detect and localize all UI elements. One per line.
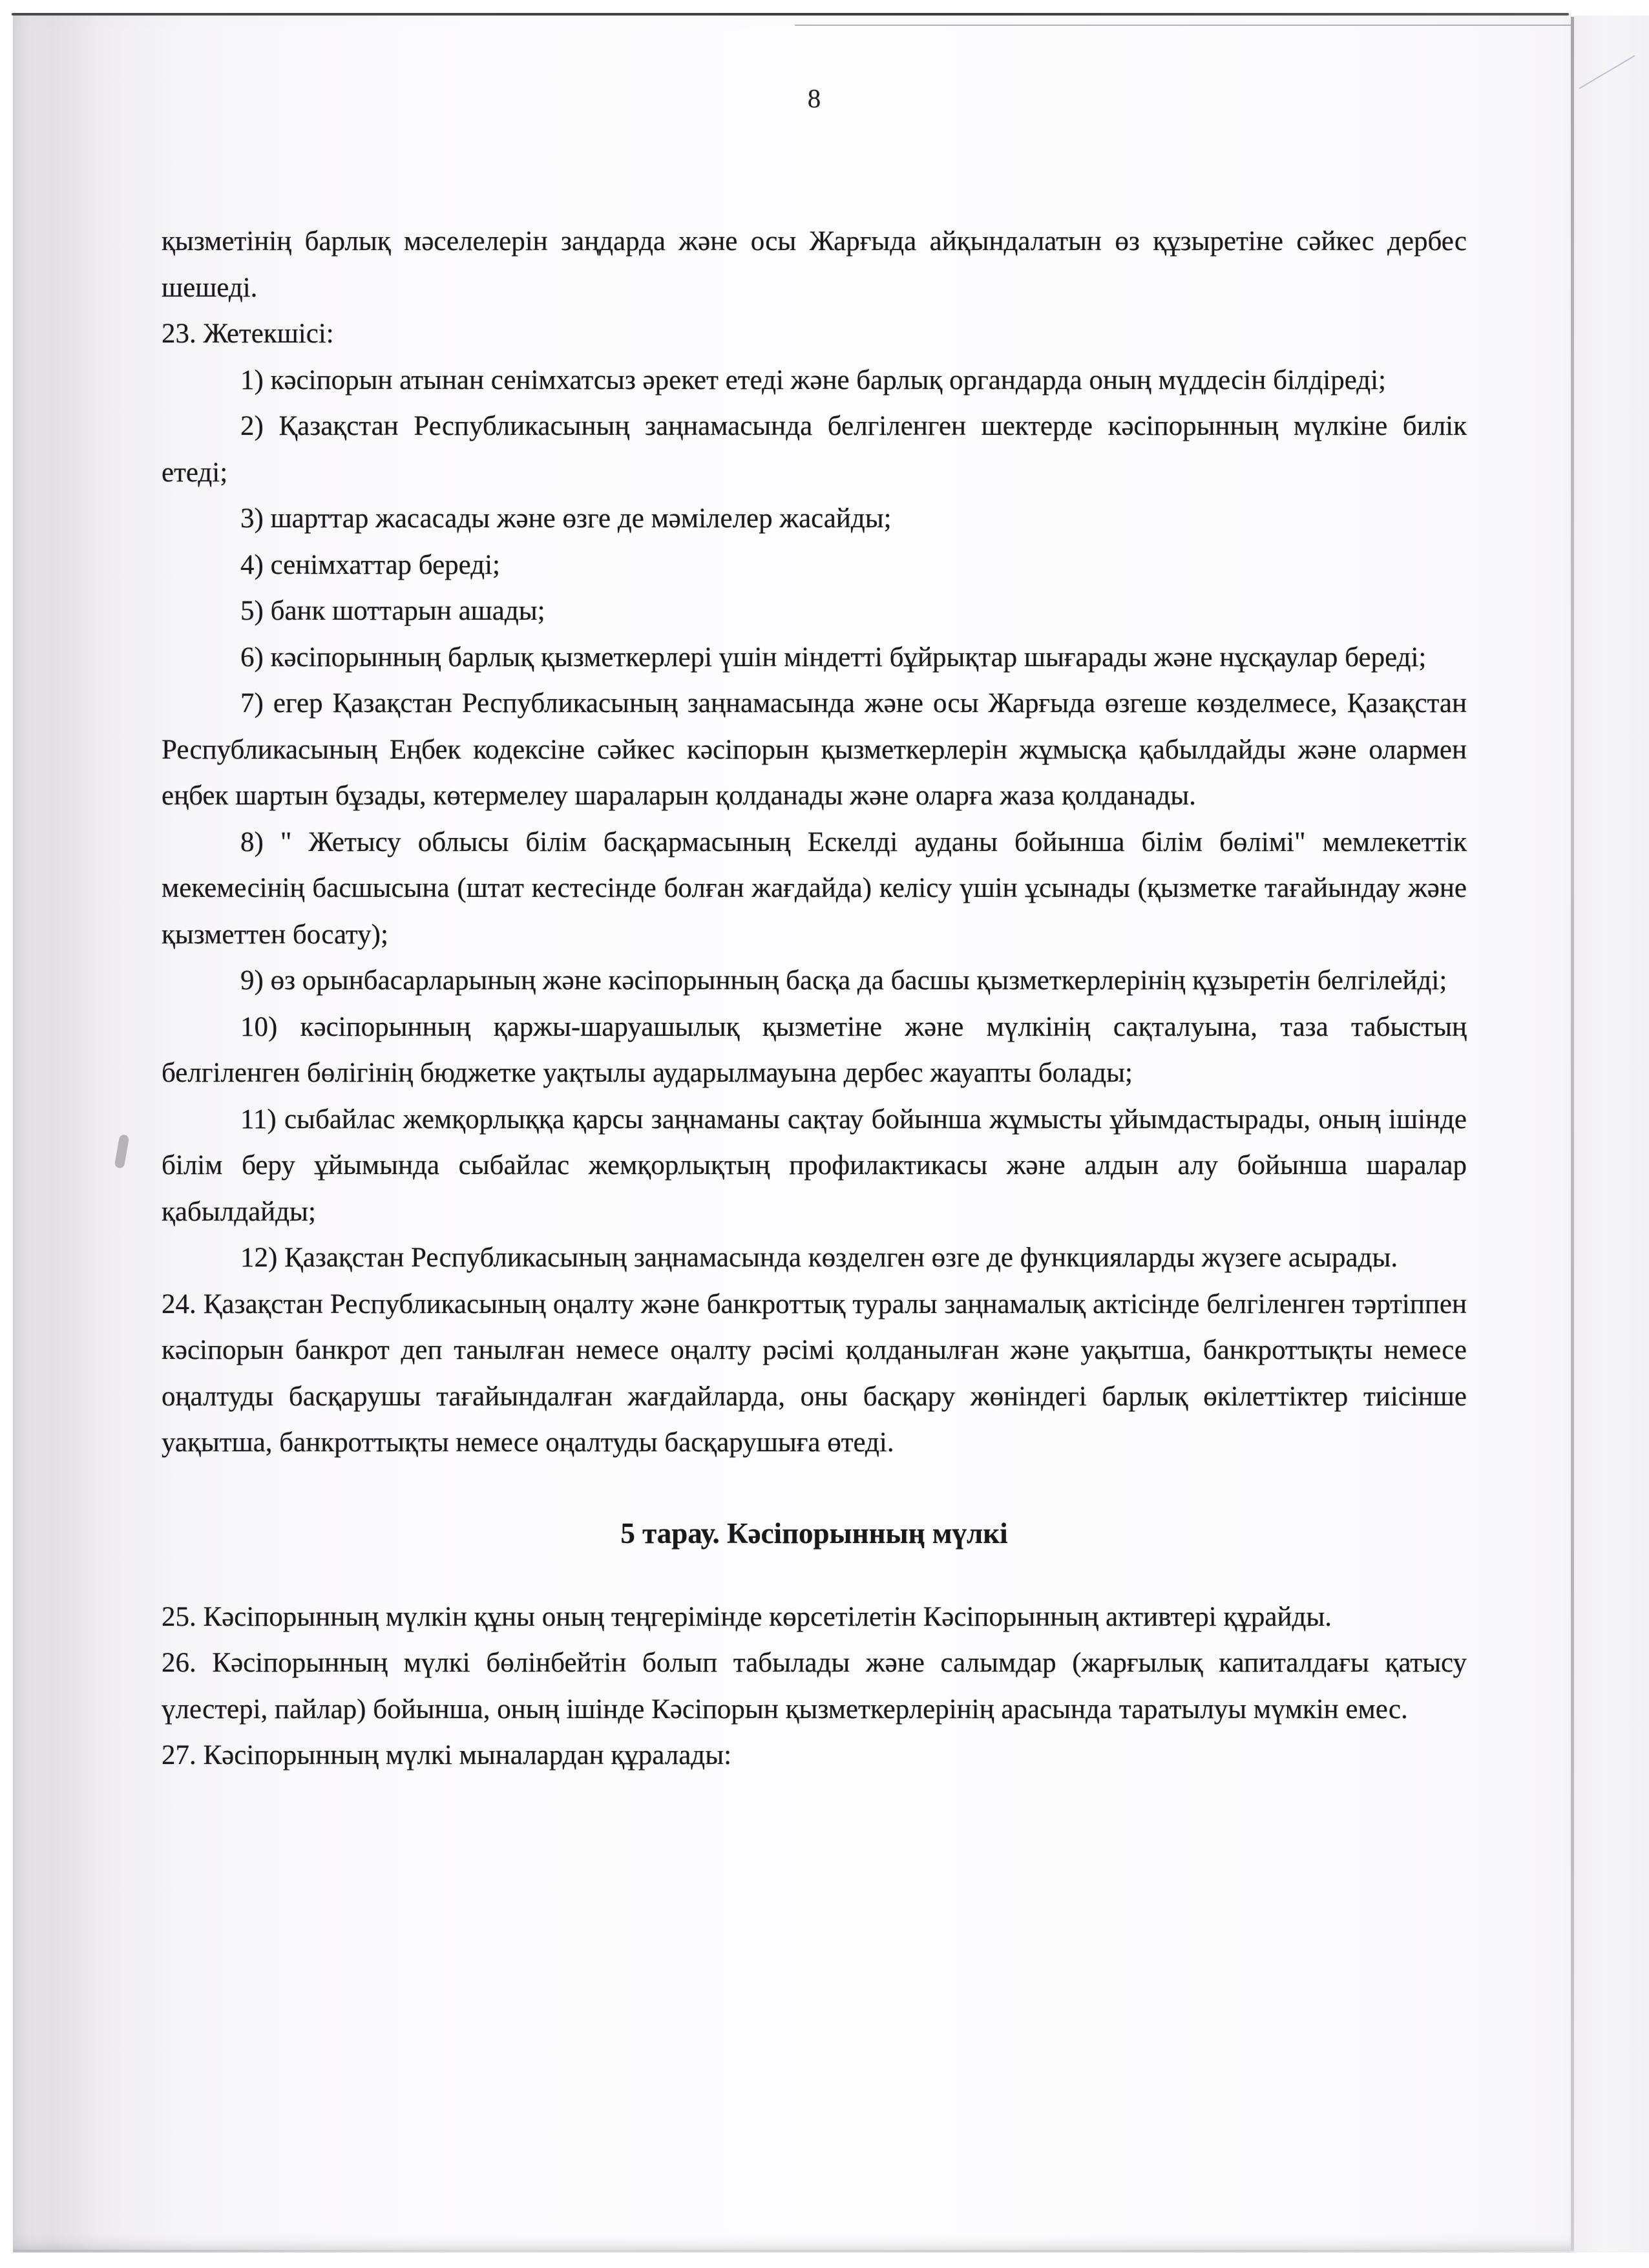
item-2: 2) Қазақстан Республикасының заңнамасында белгіленген шектерде кәсіпорынның мүлкіне билік етеді;	[162, 411, 1467, 488]
page-bottom-edge-line	[13, 2250, 1574, 2252]
item-4: 4) сенімхаттар береді;	[240, 549, 500, 580]
para-continuation: қызметінің барлық мәселелерін заңдарда және осы Жарғыда айқындалатын өз құзыретіне сәйкес дербес шешеді.	[162, 226, 1467, 303]
chapter-heading: 5 тарау. Кәсіпорынның мүлкі	[620, 1517, 1008, 1549]
item-6: 6) кәсіпорынның барлық қызметкерлері үшін міндетті бұйрықтар шығарады және нұсқаулар береді;	[240, 642, 1427, 673]
backing-sheet-sliver	[1574, 16, 1649, 2252]
item-8: 8) " Жетысу облысы білім басқармасының Ескелді ауданы бойынша білім бөлімі" мемлекеттік мекемесінің басшысына (штат кестесінде болған жағдайда) келісу үшін ұсынады (қызметке тағайындау және қызметтен босату);	[162, 826, 1467, 950]
para-23: 23. Жетекшісі:	[162, 319, 334, 349]
item-1: 1) кәсіпорын атынан сенімхатсыз әрекет етеді және барлық органдарда оның мүддесін білдіреді;	[240, 364, 1386, 395]
document-body	[162, 218, 1467, 1779]
page-right-edge-line	[1571, 17, 1574, 2251]
item-11: 11) сыбайлас жемқорлыққа қарсы заңнаманы сақтау бойынша жұмысты ұйымдастырады, оның ішінде білім беру ұйымында сыбайлас жемқорлықтың профилактикасы және алдын алу бойынша шаралар қабылдайды;	[162, 1104, 1467, 1227]
page-top-edge-line-secondary	[795, 25, 1573, 26]
item-3: 3) шарттар жасасады және өзге де мәмілелер жасайды;	[240, 503, 892, 534]
page-number: 8	[807, 83, 821, 113]
item-12: 12) Қазақстан Республикасының заңнамасында көзделген өзге де функцияларды жүзеге асырады.	[240, 1243, 1398, 1273]
page-top-edge-line	[12, 13, 1569, 16]
item-9: 9) өз орынбасарларының және кәсіпорынның басқа да басшы қызметкерлерінің құзыретін белгілейді;	[240, 965, 1447, 996]
para-26: 26. Кәсіпорынның мүлкі бөлінбейтін болып табылады және салымдар (жарғылық капиталдағы қатысу үлестері, пайлар) бойынша, оның ішінде Кәсіпорын қызметкерлерінің арасында таратылуы мүмкін емес.	[162, 1648, 1467, 1725]
para-27: 27. Кәсіпорынның мүлкі мыналардан құралады:	[162, 1740, 732, 1770]
para-24: 24. Қазақстан Республикасының оңалту және банкроттық туралы заңнамалық актісінде белгіленген тәртіппен кәсіпорын банкрот деп танылған немесе оңалту рәсімі қолданылған және уақытша, банкроттықты немесе оңалтуды басқарушы тағайындалған жағдайларда, оны басқару жөніндегі барлық өкілеттіктер тиісінше уақытша, банкроттықты немесе оңалтуды басқарушыға өтеді.	[162, 1288, 1467, 1458]
item-10: 10) кәсіпорынның қаржы-шаруашылық қызметіне және мүлкінің сақталуына, таза табыстың белгіленген бөлігінің бюджетке уақтылы аударылмауына дербес жауапты болады;	[162, 1011, 1467, 1088]
item-7: 7) егер Қазақстан Республикасының заңнамасында және осы Жарғыда өзгеше көзделмесе, Қазақстан Республикасының Еңбек кодексіне сәйкес кәсіпорын қызметкерлерін жұмысқа қабылдайды және олармен еңбек шартын бұзады, көтермелеу шараларын қолданады және оларға жаза қолданады.	[162, 688, 1467, 811]
item-5: 5) банк шоттарын ашады;	[240, 596, 545, 626]
para-25: 25. Кәсіпорынның мүлкін құны оның теңгерімінде көрсетілетін Кәсіпорынның активтері құрайды.	[162, 1601, 1332, 1632]
